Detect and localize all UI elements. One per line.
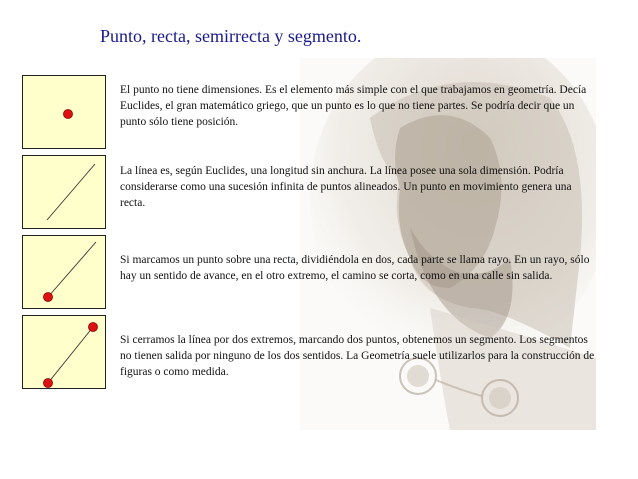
ray-diagram xyxy=(22,235,106,309)
page-title: Punto, recta, semirrecta y segmento. xyxy=(100,26,362,46)
point-dot xyxy=(64,110,73,119)
segment-start-dot xyxy=(44,379,53,388)
line-stroke xyxy=(47,164,95,220)
segment-end-dot xyxy=(89,323,98,332)
line-diagram xyxy=(22,155,106,229)
segment-diagram xyxy=(22,315,106,389)
point-description: El punto no tiene dimensiones. Es el elemento más simple con el que trabajamos en geometría. Decía Euclides, el gran matemático griego, que un punto es lo que no tiene partes. Se podría decir que un punto sólo tiene posición. xyxy=(120,84,587,128)
point-diagram xyxy=(22,75,106,149)
line-description: La línea es, según Euclides, una longitud sin anchura. La línea posee una sola dimensión. Podría considerarse como una sucesión infinita de puntos alineados. Un punto en movimiento genera una recta. xyxy=(120,165,572,209)
ray-origin-dot xyxy=(44,293,53,302)
ray-description: Si marcamos un punto sobre una recta, dividiéndola en dos, cada parte se llama rayo. En un rayo, sólo hay un sentido de avance, en el otro extremo, el camino se corta, como en una calle sin salida. xyxy=(120,254,590,282)
ray-stroke xyxy=(48,242,96,297)
segment-description: Si cerramos la línea por dos extremos, marcando dos puntos, obtenemos un segmento. Los segmentos no tienen salida por ninguno de los dos sentidos. La Geometría suele utilizarlos para la construcción de figuras o como medida. xyxy=(120,334,595,378)
segment-stroke xyxy=(48,327,93,383)
